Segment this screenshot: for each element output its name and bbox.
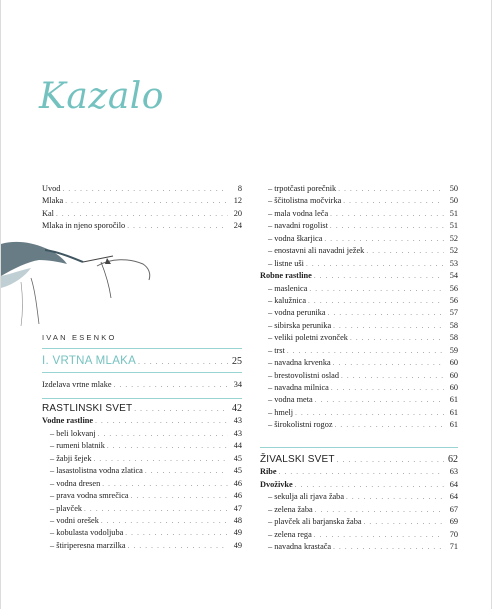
toc-entry-label: – plavček ali barjanska žaba bbox=[268, 517, 362, 527]
toc-entry-page: 44 bbox=[233, 441, 242, 451]
toc-entry[interactable] bbox=[260, 307, 458, 319]
toc-entry-page: 20 bbox=[233, 208, 242, 218]
toc-chapter-label: I. VRTNA MLAKA bbox=[42, 355, 137, 367]
toc-entry-page: 25 bbox=[232, 356, 242, 367]
section-divider bbox=[42, 398, 242, 399]
toc-entry-label: – zelena rega bbox=[268, 529, 312, 539]
toc-intro-group bbox=[42, 183, 242, 233]
toc-entry-label: – plavček bbox=[50, 503, 83, 513]
toc-subsection-label: Vodne rastline bbox=[42, 416, 94, 426]
toc-entry-label: – zelena žaba bbox=[268, 504, 313, 514]
toc-entry-page: 49 bbox=[233, 528, 242, 538]
toc-entry[interactable] bbox=[260, 407, 458, 419]
toc-entry-page: 56 bbox=[449, 283, 458, 293]
page-title: Kazalo bbox=[39, 76, 164, 117]
toc-entry-page: 60 bbox=[449, 370, 458, 380]
toc-entry[interactable] bbox=[260, 419, 458, 431]
toc-entry-page: 58 bbox=[449, 320, 458, 330]
toc-entry[interactable] bbox=[260, 233, 458, 245]
toc-entry[interactable] bbox=[260, 220, 458, 232]
toc-entry-page: 45 bbox=[233, 466, 242, 476]
toc-right-column bbox=[260, 183, 458, 432]
toc-entry-label: Mlaka in njeno sporočilo bbox=[42, 221, 126, 231]
toc-entry[interactable] bbox=[42, 220, 242, 232]
toc-entry-label: Izdelava vrtne mlake bbox=[42, 380, 112, 389]
toc-entry-page: 45 bbox=[233, 453, 242, 463]
toc-entry-page: 62 bbox=[448, 454, 458, 465]
toc-section-label: ŽIVALSKI SVET bbox=[260, 454, 335, 465]
toc-entry-label: Mlaka bbox=[42, 196, 64, 206]
chapter-divider bbox=[42, 372, 242, 373]
toc-entry[interactable] bbox=[260, 183, 458, 195]
toc-entry-page: 52 bbox=[449, 246, 458, 256]
toc-entry[interactable] bbox=[42, 540, 242, 552]
toc-entry-label: – žabji šejek bbox=[50, 453, 92, 463]
toc-entry-label: – lasastolistna vodna zlatica bbox=[50, 466, 143, 476]
toc-entry-page: 71 bbox=[449, 542, 458, 552]
toc-entry-page: 60 bbox=[449, 383, 458, 392]
toc-entry-page: 43 bbox=[233, 428, 242, 438]
toc-entry[interactable] bbox=[260, 332, 458, 344]
heron-illustration bbox=[1, 228, 171, 328]
toc-section-heading[interactable] bbox=[260, 454, 458, 466]
toc-entry-label: Uvod bbox=[42, 184, 61, 193]
toc-entry-label: – vodna dresen bbox=[50, 478, 101, 488]
toc-entry-page: 43 bbox=[233, 416, 242, 426]
toc-entry-page: 59 bbox=[449, 345, 458, 355]
toc-entry[interactable] bbox=[260, 245, 458, 257]
toc-izdelava-group bbox=[42, 379, 242, 391]
toc-entry[interactable] bbox=[260, 504, 458, 516]
toc-entry-label: – navadna krastača bbox=[268, 542, 332, 552]
toc-entry-page: 58 bbox=[449, 333, 458, 343]
toc-entry-page: 53 bbox=[449, 258, 458, 268]
toc-entry-label: – rumeni blatnik bbox=[50, 441, 105, 451]
toc-entry-label: – brestovolistni oslad bbox=[268, 370, 339, 380]
toc-section-heading[interactable] bbox=[42, 403, 242, 415]
toc-entry-page: 46 bbox=[233, 478, 242, 488]
toc-entry-page: 34 bbox=[233, 380, 242, 389]
toc-entry[interactable] bbox=[42, 527, 242, 539]
toc-entry-page: 69 bbox=[449, 517, 458, 527]
toc-entry-label: – trst bbox=[268, 345, 285, 355]
toc-entry-page: 64 bbox=[449, 492, 458, 502]
chapter-divider bbox=[42, 348, 242, 349]
toc-entry[interactable] bbox=[260, 195, 458, 207]
toc-entry[interactable] bbox=[260, 529, 458, 541]
toc-entry-page: 24 bbox=[233, 221, 242, 231]
toc-entry[interactable] bbox=[260, 283, 458, 295]
toc-entry[interactable] bbox=[260, 320, 458, 332]
toc-entry-label: – navadna milnica bbox=[268, 383, 329, 392]
toc-entry-label: – navadna krvenka bbox=[268, 358, 331, 368]
toc-entry[interactable] bbox=[260, 345, 458, 357]
toc-chapter-group bbox=[42, 355, 242, 367]
toc-entry-page: 51 bbox=[449, 221, 458, 231]
toc-subsection[interactable] bbox=[42, 415, 242, 427]
section-divider bbox=[260, 447, 458, 448]
toc-entry-page: 60 bbox=[449, 358, 458, 368]
toc-entry-label: – sekulja ali rjava žaba bbox=[268, 492, 345, 502]
toc-entry-page: 8 bbox=[237, 184, 242, 193]
toc-entry[interactable] bbox=[42, 503, 242, 515]
toc-zivalski-group bbox=[260, 454, 458, 554]
toc-entry[interactable] bbox=[260, 208, 458, 220]
toc-entry-label: – trpotčasti porečnik bbox=[268, 184, 337, 193]
toc-entry-label: – veliki poletni zvonček bbox=[268, 333, 348, 343]
toc-entry-page: 67 bbox=[449, 504, 458, 514]
toc-entry-label: – vodna perunika bbox=[268, 308, 326, 318]
toc-entry-label: – štiriperesna marzilka bbox=[50, 540, 126, 550]
toc-rastlinski-group bbox=[42, 403, 242, 552]
toc-entry[interactable] bbox=[260, 516, 458, 528]
toc-subsection[interactable] bbox=[260, 479, 458, 491]
toc-entry-page: 61 bbox=[449, 395, 458, 405]
toc-subsection-label: Robne rastline bbox=[260, 271, 312, 281]
author-name: IVAN ESENKO bbox=[42, 333, 117, 342]
toc-entry[interactable] bbox=[42, 440, 242, 452]
toc-subsection[interactable] bbox=[260, 466, 458, 478]
toc-entry-page: 50 bbox=[449, 184, 458, 193]
toc-entry-label: – enostavni ali navadni ježek bbox=[268, 246, 365, 256]
toc-entry[interactable] bbox=[42, 490, 242, 502]
toc-subsection-label: Dvoživke bbox=[260, 479, 293, 489]
toc-entry-label: Kal bbox=[42, 208, 54, 218]
toc-entry[interactable] bbox=[260, 382, 458, 394]
toc-section-label: RASTLINSKI SVET bbox=[42, 403, 133, 414]
toc-entry-page: 47 bbox=[233, 503, 242, 513]
toc-entry[interactable] bbox=[42, 515, 242, 527]
toc-entry-label: – navadni rogolist bbox=[268, 221, 328, 231]
toc-entry-page: 61 bbox=[449, 420, 458, 430]
toc-entry-page: 63 bbox=[449, 467, 458, 477]
toc-entry[interactable] bbox=[260, 541, 458, 553]
toc-entry-page: 64 bbox=[449, 479, 458, 489]
toc-entry-page: 50 bbox=[449, 196, 458, 206]
toc-entry[interactable] bbox=[42, 478, 242, 490]
toc-entry[interactable] bbox=[260, 258, 458, 270]
toc-entry-page: 49 bbox=[233, 540, 242, 550]
toc-entry-label: – sibirska perunika bbox=[268, 320, 332, 330]
toc-entry-page: 46 bbox=[233, 491, 242, 501]
toc-entry[interactable] bbox=[260, 357, 458, 369]
toc-entry[interactable] bbox=[260, 295, 458, 307]
toc-entry-page: 51 bbox=[449, 208, 458, 218]
toc-entry[interactable] bbox=[42, 465, 242, 477]
toc-entry-page: 48 bbox=[233, 515, 242, 525]
toc-left-column bbox=[42, 183, 242, 233]
toc-entry-label: – beli lokvanj bbox=[50, 428, 96, 438]
toc-entry-page: 57 bbox=[449, 308, 458, 318]
toc-entry-label: – maslenica bbox=[268, 283, 308, 293]
toc-entry-page: 54 bbox=[449, 271, 458, 281]
toc-entry-label: – mala vodna leča bbox=[268, 208, 329, 218]
toc-entry[interactable] bbox=[42, 453, 242, 465]
toc-entry-label: – kobulasta vodoljuba bbox=[50, 528, 124, 538]
toc-entry-page: 61 bbox=[449, 407, 458, 417]
toc-entry[interactable] bbox=[260, 394, 458, 406]
toc-entry[interactable] bbox=[260, 491, 458, 503]
toc-entry-label: – vodna meta bbox=[268, 395, 313, 405]
toc-entry-page: 52 bbox=[449, 233, 458, 243]
toc-entry-page: 42 bbox=[232, 403, 242, 414]
toc-entry-page: 56 bbox=[449, 295, 458, 305]
toc-entry[interactable] bbox=[42, 183, 242, 195]
toc-entry[interactable] bbox=[42, 195, 242, 207]
toc-entry-label: – vodni orešek bbox=[50, 515, 99, 525]
toc-entry[interactable] bbox=[42, 379, 242, 391]
toc-entry-label: – vodna škarjica bbox=[268, 233, 323, 243]
toc-entry-label: – listne uši bbox=[268, 258, 304, 268]
toc-subsection-label: Ribe bbox=[260, 467, 277, 477]
toc-entry[interactable] bbox=[260, 370, 458, 382]
toc-entry[interactable] bbox=[42, 208, 242, 220]
toc-entry-label: – kalužnica bbox=[268, 295, 307, 305]
toc-entry[interactable] bbox=[42, 428, 242, 440]
toc-entry-label: – prava vodna smrečica bbox=[50, 491, 129, 501]
toc-chapter-entry[interactable] bbox=[42, 355, 242, 367]
toc-subsection[interactable] bbox=[260, 270, 458, 282]
toc-entry-label: – širokolistni rogoz bbox=[268, 420, 333, 430]
toc-entry-label: – ščitolistna močvirka bbox=[268, 196, 342, 206]
toc-entry-label: – hmelj bbox=[268, 407, 294, 417]
toc-entry-page: 70 bbox=[449, 529, 458, 539]
toc-entry-page: 12 bbox=[233, 196, 242, 206]
